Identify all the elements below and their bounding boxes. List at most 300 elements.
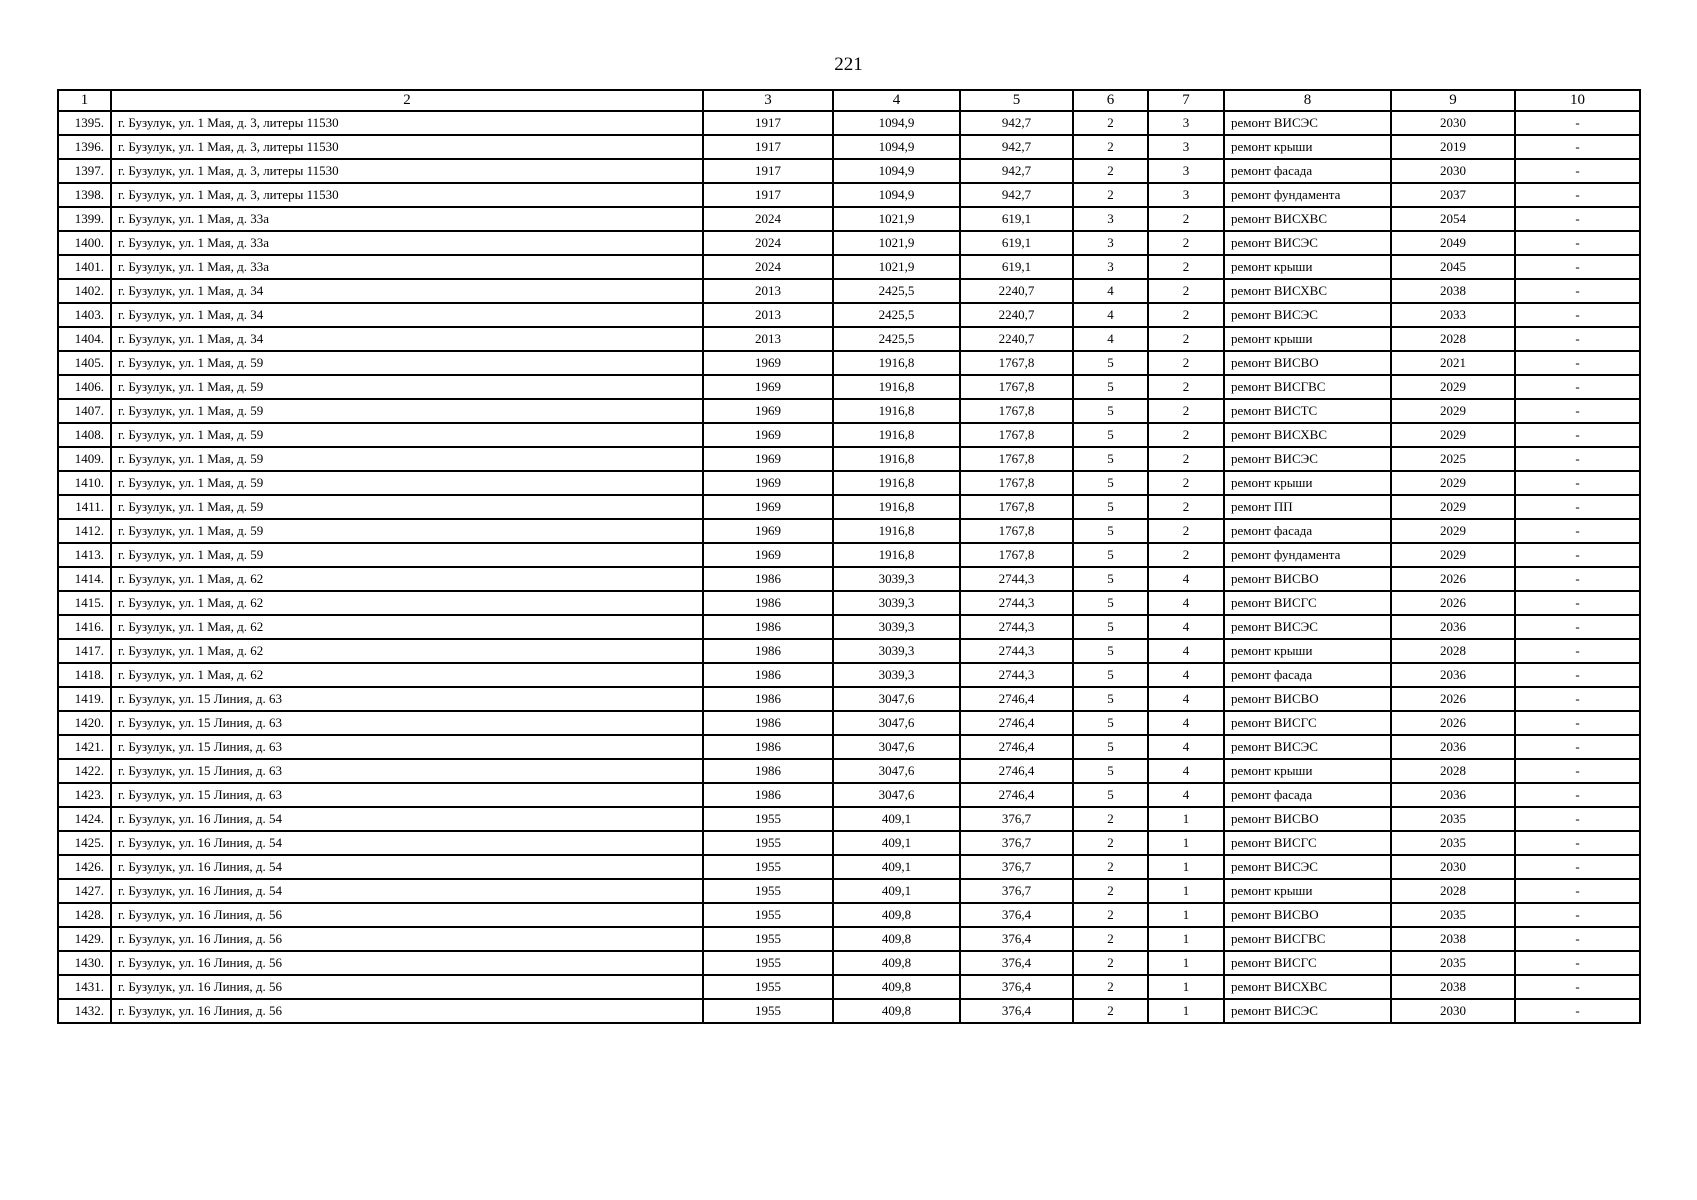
entrances-cell: 2 — [1148, 279, 1224, 303]
note-cell: - — [1515, 591, 1640, 615]
address-cell: г. Бузулук, ул. 1 Мая, д. 59 — [111, 471, 703, 495]
planned-year-cell: 2049 — [1391, 231, 1515, 255]
entrances-cell: 2 — [1148, 543, 1224, 567]
table-row — [58, 375, 1640, 399]
planned-year-cell: 2029 — [1391, 471, 1515, 495]
entrances-cell: 2 — [1148, 231, 1224, 255]
note-cell: - — [1515, 423, 1640, 447]
year-cell: 1986 — [703, 735, 833, 759]
living-area-cell: 619,1 — [960, 255, 1073, 279]
work-type-cell: ремонт ВИСГС — [1224, 711, 1391, 735]
work-type-cell: ремонт ВИСВО — [1224, 351, 1391, 375]
table-row — [58, 855, 1640, 879]
address-cell: г. Бузулук, ул. 16 Линия, д. 56 — [111, 927, 703, 951]
total-area-cell: 1916,8 — [833, 375, 960, 399]
row-number-cell: 1420. — [58, 711, 111, 735]
year-cell: 1969 — [703, 495, 833, 519]
floors-cell: 5 — [1073, 663, 1148, 687]
living-area-cell: 1767,8 — [960, 495, 1073, 519]
address-cell: г. Бузулук, ул. 1 Мая, д. 33а — [111, 231, 703, 255]
table-row — [58, 135, 1640, 159]
entrances-cell: 4 — [1148, 567, 1224, 591]
address-cell: г. Бузулук, ул. 1 Мая, д. 62 — [111, 615, 703, 639]
living-area-cell: 1767,8 — [960, 447, 1073, 471]
year-cell: 2013 — [703, 303, 833, 327]
row-number-cell: 1411. — [58, 495, 111, 519]
row-number-cell: 1408. — [58, 423, 111, 447]
address-cell: г. Бузулук, ул. 1 Мая, д. 59 — [111, 399, 703, 423]
year-cell: 1986 — [703, 711, 833, 735]
column-header-5: 5 — [960, 90, 1073, 111]
note-cell: - — [1515, 903, 1640, 927]
living-area-cell: 1767,8 — [960, 375, 1073, 399]
living-area-cell: 942,7 — [960, 159, 1073, 183]
address-cell: г. Бузулук, ул. 1 Мая, д. 59 — [111, 423, 703, 447]
work-type-cell: ремонт крыши — [1224, 135, 1391, 159]
row-number-cell: 1400. — [58, 231, 111, 255]
entrances-cell: 2 — [1148, 207, 1224, 231]
note-cell: - — [1515, 231, 1640, 255]
work-type-cell: ремонт ВИСВО — [1224, 807, 1391, 831]
planned-year-cell: 2036 — [1391, 783, 1515, 807]
total-area-cell: 1094,9 — [833, 159, 960, 183]
row-number-cell: 1410. — [58, 471, 111, 495]
table-row — [58, 759, 1640, 783]
row-number-cell: 1412. — [58, 519, 111, 543]
entrances-cell: 4 — [1148, 639, 1224, 663]
planned-year-cell: 2026 — [1391, 567, 1515, 591]
planned-year-cell: 2030 — [1391, 999, 1515, 1023]
row-number-cell: 1419. — [58, 687, 111, 711]
total-area-cell: 3047,6 — [833, 783, 960, 807]
floors-cell: 4 — [1073, 327, 1148, 351]
living-area-cell: 2746,4 — [960, 783, 1073, 807]
work-type-cell: ремонт ВИСХВС — [1224, 207, 1391, 231]
floors-cell: 5 — [1073, 351, 1148, 375]
note-cell: - — [1515, 135, 1640, 159]
row-number-cell: 1398. — [58, 183, 111, 207]
work-type-cell: ремонт ВИСЭС — [1224, 735, 1391, 759]
note-cell: - — [1515, 351, 1640, 375]
floors-cell: 4 — [1073, 303, 1148, 327]
work-type-cell: ремонт ВИСХВС — [1224, 423, 1391, 447]
year-cell: 1969 — [703, 351, 833, 375]
table-row — [58, 279, 1640, 303]
total-area-cell: 3047,6 — [833, 687, 960, 711]
total-area-cell: 1916,8 — [833, 543, 960, 567]
floors-cell: 5 — [1073, 759, 1148, 783]
work-type-cell: ремонт крыши — [1224, 327, 1391, 351]
year-cell: 2024 — [703, 207, 833, 231]
row-number-cell: 1423. — [58, 783, 111, 807]
living-area-cell: 2744,3 — [960, 663, 1073, 687]
floors-cell: 2 — [1073, 951, 1148, 975]
row-number-cell: 1405. — [58, 351, 111, 375]
table-row — [58, 687, 1640, 711]
year-cell: 1955 — [703, 807, 833, 831]
entrances-cell: 3 — [1148, 111, 1224, 135]
address-cell: г. Бузулук, ул. 16 Линия, д. 56 — [111, 975, 703, 999]
entrances-cell: 1 — [1148, 903, 1224, 927]
table-row — [58, 495, 1640, 519]
note-cell: - — [1515, 519, 1640, 543]
table-row — [58, 903, 1640, 927]
address-cell: г. Бузулук, ул. 15 Линия, д. 63 — [111, 687, 703, 711]
living-area-cell: 376,4 — [960, 927, 1073, 951]
note-cell: - — [1515, 855, 1640, 879]
row-number-cell: 1399. — [58, 207, 111, 231]
table-row — [58, 519, 1640, 543]
address-cell: г. Бузулук, ул. 16 Линия, д. 54 — [111, 807, 703, 831]
column-header-10: 10 — [1515, 90, 1640, 111]
address-cell: г. Бузулук, ул. 1 Мая, д. 62 — [111, 663, 703, 687]
table-row — [58, 255, 1640, 279]
address-cell: г. Бузулук, ул. 15 Линия, д. 63 — [111, 735, 703, 759]
floors-cell: 3 — [1073, 231, 1148, 255]
entrances-cell: 3 — [1148, 159, 1224, 183]
address-cell: г. Бузулук, ул. 1 Мая, д. 62 — [111, 639, 703, 663]
planned-year-cell: 2030 — [1391, 159, 1515, 183]
year-cell: 1986 — [703, 759, 833, 783]
row-number-cell: 1407. — [58, 399, 111, 423]
floors-cell: 2 — [1073, 807, 1148, 831]
floors-cell: 5 — [1073, 447, 1148, 471]
row-number-cell: 1430. — [58, 951, 111, 975]
total-area-cell: 1094,9 — [833, 183, 960, 207]
address-cell: г. Бузулук, ул. 1 Мая, д. 3, литеры 11530 — [111, 183, 703, 207]
living-area-cell: 942,7 — [960, 183, 1073, 207]
table-row — [58, 999, 1640, 1023]
total-area-cell: 2425,5 — [833, 327, 960, 351]
living-area-cell: 376,7 — [960, 855, 1073, 879]
entrances-cell: 1 — [1148, 831, 1224, 855]
table-row — [58, 327, 1640, 351]
note-cell: - — [1515, 807, 1640, 831]
column-header-4: 4 — [833, 90, 960, 111]
note-cell: - — [1515, 783, 1640, 807]
work-type-cell: ремонт ВИСХВС — [1224, 279, 1391, 303]
address-cell: г. Бузулук, ул. 1 Мая, д. 59 — [111, 351, 703, 375]
address-cell: г. Бузулук, ул. 1 Мая, д. 3, литеры 11530 — [111, 135, 703, 159]
address-cell: г. Бузулук, ул. 1 Мая, д. 59 — [111, 495, 703, 519]
row-number-cell: 1404. — [58, 327, 111, 351]
entrances-cell: 3 — [1148, 135, 1224, 159]
living-area-cell: 2746,4 — [960, 735, 1073, 759]
floors-cell: 2 — [1073, 183, 1148, 207]
note-cell: - — [1515, 879, 1640, 903]
total-area-cell: 2425,5 — [833, 303, 960, 327]
row-number-cell: 1424. — [58, 807, 111, 831]
row-number-cell: 1427. — [58, 879, 111, 903]
planned-year-cell: 2045 — [1391, 255, 1515, 279]
year-cell: 1969 — [703, 375, 833, 399]
table-row — [58, 303, 1640, 327]
planned-year-cell: 2019 — [1391, 135, 1515, 159]
living-area-cell: 1767,8 — [960, 471, 1073, 495]
entrances-cell: 4 — [1148, 591, 1224, 615]
living-area-cell: 1767,8 — [960, 543, 1073, 567]
row-number-cell: 1425. — [58, 831, 111, 855]
planned-year-cell: 2028 — [1391, 327, 1515, 351]
work-type-cell: ремонт ПП — [1224, 495, 1391, 519]
floors-cell: 5 — [1073, 519, 1148, 543]
total-area-cell: 3047,6 — [833, 759, 960, 783]
living-area-cell: 376,4 — [960, 975, 1073, 999]
planned-year-cell: 2030 — [1391, 111, 1515, 135]
floors-cell: 2 — [1073, 999, 1148, 1023]
floors-cell: 5 — [1073, 591, 1148, 615]
floors-cell: 5 — [1073, 783, 1148, 807]
entrances-cell: 2 — [1148, 447, 1224, 471]
address-cell: г. Бузулук, ул. 16 Линия, д. 56 — [111, 951, 703, 975]
total-area-cell: 3047,6 — [833, 711, 960, 735]
planned-year-cell: 2029 — [1391, 543, 1515, 567]
floors-cell: 5 — [1073, 615, 1148, 639]
entrances-cell: 2 — [1148, 423, 1224, 447]
note-cell: - — [1515, 303, 1640, 327]
living-area-cell: 2240,7 — [960, 327, 1073, 351]
living-area-cell: 376,7 — [960, 879, 1073, 903]
floors-cell: 5 — [1073, 399, 1148, 423]
planned-year-cell: 2054 — [1391, 207, 1515, 231]
year-cell: 1986 — [703, 687, 833, 711]
floors-cell: 5 — [1073, 471, 1148, 495]
year-cell: 1917 — [703, 135, 833, 159]
row-number-cell: 1402. — [58, 279, 111, 303]
address-cell: г. Бузулук, ул. 16 Линия, д. 54 — [111, 831, 703, 855]
row-number-cell: 1409. — [58, 447, 111, 471]
living-area-cell: 2746,4 — [960, 711, 1073, 735]
row-number-cell: 1429. — [58, 927, 111, 951]
work-type-cell: ремонт ВИСЭС — [1224, 999, 1391, 1023]
table-row — [58, 111, 1640, 135]
column-header-2: 2 — [111, 90, 703, 111]
row-number-cell: 1416. — [58, 615, 111, 639]
total-area-cell: 1094,9 — [833, 111, 960, 135]
year-cell: 1955 — [703, 927, 833, 951]
planned-year-cell: 2038 — [1391, 927, 1515, 951]
planned-year-cell: 2029 — [1391, 423, 1515, 447]
column-header-1: 1 — [58, 90, 111, 111]
total-area-cell: 1021,9 — [833, 207, 960, 231]
floors-cell: 5 — [1073, 495, 1148, 519]
living-area-cell: 376,4 — [960, 951, 1073, 975]
row-number-cell: 1414. — [58, 567, 111, 591]
floors-cell: 2 — [1073, 159, 1148, 183]
note-cell: - — [1515, 471, 1640, 495]
planned-year-cell: 2026 — [1391, 711, 1515, 735]
note-cell: - — [1515, 207, 1640, 231]
note-cell: - — [1515, 639, 1640, 663]
year-cell: 1955 — [703, 903, 833, 927]
floors-cell: 5 — [1073, 543, 1148, 567]
year-cell: 1969 — [703, 447, 833, 471]
living-area-cell: 2744,3 — [960, 591, 1073, 615]
entrances-cell: 3 — [1148, 183, 1224, 207]
planned-year-cell: 2026 — [1391, 687, 1515, 711]
table-row — [58, 399, 1640, 423]
table-row — [58, 951, 1640, 975]
address-cell: г. Бузулук, ул. 16 Линия, д. 54 — [111, 879, 703, 903]
note-cell: - — [1515, 687, 1640, 711]
total-area-cell: 409,1 — [833, 831, 960, 855]
note-cell: - — [1515, 831, 1640, 855]
row-number-cell: 1426. — [58, 855, 111, 879]
entrances-cell: 1 — [1148, 879, 1224, 903]
note-cell: - — [1515, 399, 1640, 423]
planned-year-cell: 2033 — [1391, 303, 1515, 327]
planned-year-cell: 2028 — [1391, 759, 1515, 783]
total-area-cell: 1916,8 — [833, 495, 960, 519]
living-area-cell: 376,4 — [960, 903, 1073, 927]
entrances-cell: 1 — [1148, 807, 1224, 831]
floors-cell: 2 — [1073, 903, 1148, 927]
total-area-cell: 3039,3 — [833, 591, 960, 615]
row-number-cell: 1415. — [58, 591, 111, 615]
address-cell: г. Бузулук, ул. 1 Мая, д. 59 — [111, 447, 703, 471]
total-area-cell: 1021,9 — [833, 231, 960, 255]
note-cell: - — [1515, 375, 1640, 399]
work-type-cell: ремонт ВИСЭС — [1224, 231, 1391, 255]
work-type-cell: ремонт ВИСТС — [1224, 399, 1391, 423]
address-cell: г. Бузулук, ул. 1 Мая, д. 59 — [111, 375, 703, 399]
total-area-cell: 1916,8 — [833, 519, 960, 543]
floors-cell: 4 — [1073, 279, 1148, 303]
work-type-cell: ремонт фасада — [1224, 663, 1391, 687]
year-cell: 1969 — [703, 519, 833, 543]
year-cell: 2024 — [703, 231, 833, 255]
floors-cell: 3 — [1073, 255, 1148, 279]
row-number-cell: 1432. — [58, 999, 111, 1023]
work-type-cell: ремонт крыши — [1224, 759, 1391, 783]
floors-cell: 3 — [1073, 207, 1148, 231]
table-body — [58, 111, 1640, 1023]
entrances-cell: 2 — [1148, 351, 1224, 375]
planned-year-cell: 2035 — [1391, 831, 1515, 855]
work-type-cell: ремонт ВИСГС — [1224, 951, 1391, 975]
note-cell: - — [1515, 663, 1640, 687]
total-area-cell: 3039,3 — [833, 615, 960, 639]
entrances-cell: 2 — [1148, 375, 1224, 399]
living-area-cell: 619,1 — [960, 231, 1073, 255]
address-cell: г. Бузулук, ул. 1 Мая, д. 59 — [111, 543, 703, 567]
entrances-cell: 1 — [1148, 999, 1224, 1023]
planned-year-cell: 2037 — [1391, 183, 1515, 207]
work-type-cell: ремонт ВИСВО — [1224, 567, 1391, 591]
floors-cell: 2 — [1073, 927, 1148, 951]
note-cell: - — [1515, 615, 1640, 639]
planned-year-cell: 2036 — [1391, 663, 1515, 687]
address-cell: г. Бузулук, ул. 1 Мая, д. 33а — [111, 207, 703, 231]
note-cell: - — [1515, 495, 1640, 519]
address-cell: г. Бузулук, ул. 1 Мая, д. 59 — [111, 519, 703, 543]
year-cell: 1955 — [703, 831, 833, 855]
floors-cell: 2 — [1073, 111, 1148, 135]
note-cell: - — [1515, 951, 1640, 975]
address-cell: г. Бузулук, ул. 1 Мая, д. 3, литеры 11530 — [111, 159, 703, 183]
work-type-cell: ремонт фасада — [1224, 519, 1391, 543]
living-area-cell: 2746,4 — [960, 759, 1073, 783]
entrances-cell: 2 — [1148, 399, 1224, 423]
entrances-cell: 4 — [1148, 663, 1224, 687]
work-type-cell: ремонт ВИСЭС — [1224, 447, 1391, 471]
year-cell: 2024 — [703, 255, 833, 279]
entrances-cell: 1 — [1148, 927, 1224, 951]
address-cell: г. Бузулук, ул. 1 Мая, д. 34 — [111, 279, 703, 303]
table-row — [58, 183, 1640, 207]
note-cell: - — [1515, 543, 1640, 567]
entrances-cell: 2 — [1148, 471, 1224, 495]
total-area-cell: 409,8 — [833, 927, 960, 951]
year-cell: 1986 — [703, 567, 833, 591]
floors-cell: 2 — [1073, 855, 1148, 879]
entrances-cell: 2 — [1148, 255, 1224, 279]
address-cell: г. Бузулук, ул. 15 Линия, д. 63 — [111, 759, 703, 783]
table-row — [58, 663, 1640, 687]
address-cell: г. Бузулук, ул. 1 Мая, д. 34 — [111, 303, 703, 327]
entrances-cell: 4 — [1148, 735, 1224, 759]
work-type-cell: ремонт ВИСЭС — [1224, 855, 1391, 879]
living-area-cell: 1767,8 — [960, 519, 1073, 543]
row-number-cell: 1395. — [58, 111, 111, 135]
row-number-cell: 1403. — [58, 303, 111, 327]
header-row — [58, 90, 1640, 111]
table-row — [58, 639, 1640, 663]
note-cell: - — [1515, 735, 1640, 759]
table-row — [58, 975, 1640, 999]
column-header-8: 8 — [1224, 90, 1391, 111]
living-area-cell: 1767,8 — [960, 351, 1073, 375]
note-cell: - — [1515, 927, 1640, 951]
total-area-cell: 409,8 — [833, 903, 960, 927]
work-type-cell: ремонт ВИСХВС — [1224, 975, 1391, 999]
work-type-cell: ремонт крыши — [1224, 255, 1391, 279]
note-cell: - — [1515, 447, 1640, 471]
living-area-cell: 1767,8 — [960, 423, 1073, 447]
entrances-cell: 2 — [1148, 327, 1224, 351]
row-number-cell: 1417. — [58, 639, 111, 663]
address-cell: г. Бузулук, ул. 16 Линия, д. 56 — [111, 903, 703, 927]
year-cell: 2013 — [703, 327, 833, 351]
living-area-cell: 376,7 — [960, 831, 1073, 855]
year-cell: 1986 — [703, 639, 833, 663]
floors-cell: 5 — [1073, 687, 1148, 711]
row-number-cell: 1431. — [58, 975, 111, 999]
address-cell: г. Бузулук, ул. 16 Линия, д. 56 — [111, 999, 703, 1023]
entrances-cell: 1 — [1148, 975, 1224, 999]
year-cell: 1986 — [703, 591, 833, 615]
entrances-cell: 4 — [1148, 783, 1224, 807]
planned-year-cell: 2035 — [1391, 951, 1515, 975]
floors-cell: 5 — [1073, 423, 1148, 447]
year-cell: 1955 — [703, 879, 833, 903]
total-area-cell: 409,1 — [833, 879, 960, 903]
work-type-cell: ремонт крыши — [1224, 471, 1391, 495]
planned-year-cell: 2029 — [1391, 495, 1515, 519]
table-row — [58, 447, 1640, 471]
note-cell: - — [1515, 999, 1640, 1023]
note-cell: - — [1515, 567, 1640, 591]
floors-cell: 5 — [1073, 735, 1148, 759]
entrances-cell: 1 — [1148, 951, 1224, 975]
row-number-cell: 1413. — [58, 543, 111, 567]
column-header-6: 6 — [1073, 90, 1148, 111]
planned-year-cell: 2035 — [1391, 807, 1515, 831]
entrances-cell: 4 — [1148, 711, 1224, 735]
floors-cell: 5 — [1073, 567, 1148, 591]
year-cell: 1955 — [703, 855, 833, 879]
column-header-7: 7 — [1148, 90, 1224, 111]
